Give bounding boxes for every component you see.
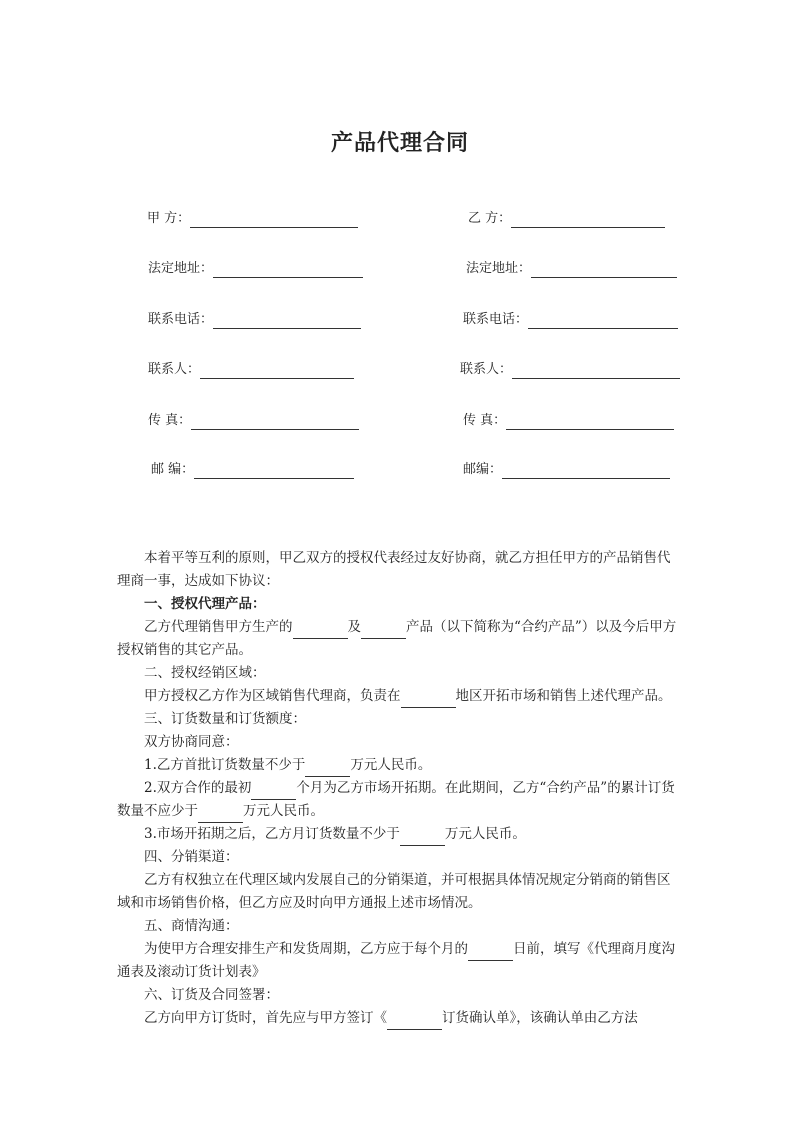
fill-in-line <box>511 211 665 228</box>
text-run: 乙方向甲方订货时，首先应与甲方签订《 <box>144 1010 387 1026</box>
field-label: 乙 方： <box>468 211 512 226</box>
field-label: 联系电话： <box>463 312 529 327</box>
text-run: 为使甲方合理安排生产和发货周期，乙方应于每个月的 <box>144 941 468 957</box>
intro-paragraph: 本着平等互利的原则，甲乙双方的授权代表经过友好协商，就乙方担任甲方的产品销售代理商一事，达成如下协议： <box>117 550 671 589</box>
field-label: 法定地址： <box>148 261 214 276</box>
blank-line <box>305 761 350 777</box>
section-heading: 三、订货数量和订货额度： <box>144 711 306 727</box>
party-a-contact-field <box>148 361 354 379</box>
section-heading: 二、授权经销区域： <box>144 665 266 681</box>
party-b-contact-field <box>460 361 680 379</box>
section-paragraph <box>117 938 683 984</box>
list-item <box>117 754 683 777</box>
section-paragraph: 乙方有权独立在代理区域内发展自己的分销渠道，并可根据具体情况规定分销商的销售区域和市场销售价格，但乙方应及时向甲方通报上述市场情况。 <box>117 872 671 911</box>
text-run: 3.市场开拓期之后，乙方月订货数量不少于 <box>144 826 400 842</box>
section-heading: 一、授权代理产品： <box>144 596 266 612</box>
text-run: 产品（以下简称为“合约产品”）以及今后甲方授权销售的其它产品。 <box>117 619 677 658</box>
field-label: 法定地址： <box>466 261 532 276</box>
party-b-postcode-field <box>463 461 670 479</box>
party-a-fax-field <box>148 412 359 430</box>
party-b-name-field <box>468 210 665 228</box>
text-run: 万元人民币。 <box>350 757 432 773</box>
section-paragraph <box>117 1007 683 1030</box>
field-label: 甲 方： <box>147 211 191 226</box>
field-label: 联系人： <box>460 362 513 377</box>
blank-line <box>387 1014 442 1030</box>
text-run: 甲方授权乙方作为区域销售代理商，负责在 <box>144 688 401 704</box>
field-label: 传 真： <box>148 413 192 428</box>
field-label: 联系人： <box>148 362 201 377</box>
field-label: 邮编： <box>463 462 503 477</box>
text-run: 日前，填写《代理商月度沟通表及滚动订货计划表》 <box>117 941 675 980</box>
party-a-address-field <box>148 260 363 278</box>
fill-in-line <box>200 362 354 379</box>
blank-line <box>400 830 445 846</box>
text-run: 万元人民币。 <box>243 803 324 819</box>
fill-in-line <box>502 462 670 479</box>
party-b-address-field <box>466 260 677 278</box>
fill-in-line <box>531 261 677 278</box>
text-run: 订货确认单》，该确认单由乙方法 <box>442 1010 638 1026</box>
field-label: 邮 编： <box>151 462 195 477</box>
field-label: 联系电话： <box>148 312 214 327</box>
text-run: 地区开拓市场和销售上述代理产品。 <box>455 688 672 704</box>
text-run: 1.乙方首批订货数量不少于 <box>144 757 306 773</box>
section-paragraph <box>117 616 683 662</box>
party-a-name-field <box>147 210 358 228</box>
section-paragraph: 双方协商同意： <box>144 734 239 750</box>
text-run: 2.双方合作的最初 <box>144 780 252 796</box>
fill-in-line <box>190 211 358 228</box>
contract-body <box>117 547 683 1030</box>
document-title: 产品代理合同 <box>330 130 469 156</box>
party-a-postcode-field <box>151 461 354 479</box>
blank-line <box>468 945 513 961</box>
blank-line <box>198 807 243 823</box>
section-heading: 四、分销渠道： <box>144 849 239 865</box>
blank-line <box>251 784 296 800</box>
fill-in-line <box>506 413 674 430</box>
party-b-phone-field <box>463 311 678 329</box>
text-run: 万元人民币。 <box>444 826 526 842</box>
fill-in-line <box>528 312 678 329</box>
list-item <box>117 777 683 823</box>
section-paragraph <box>117 685 683 708</box>
blank-line <box>293 623 348 639</box>
blank-line <box>401 692 456 708</box>
party-b-fax-field <box>463 412 674 430</box>
section-heading: 六、订货及合同签署： <box>144 987 279 1003</box>
text-run: 个月为乙方市场开拓期。在此期间，乙方“合约产品”的累计订货数量不应少于 <box>117 780 675 819</box>
text-run: 乙方代理销售甲方生产的 <box>144 619 293 635</box>
list-item <box>117 823 683 846</box>
field-label: 传 真： <box>463 413 507 428</box>
fill-in-line <box>213 261 363 278</box>
section-heading: 五、商情沟通： <box>144 918 239 934</box>
fill-in-line <box>213 312 361 329</box>
fill-in-line <box>194 462 354 479</box>
blank-line <box>361 623 406 639</box>
text-run: 及 <box>347 619 361 635</box>
party-a-phone-field <box>148 311 361 329</box>
fill-in-line <box>512 362 680 379</box>
fill-in-line <box>191 413 359 430</box>
